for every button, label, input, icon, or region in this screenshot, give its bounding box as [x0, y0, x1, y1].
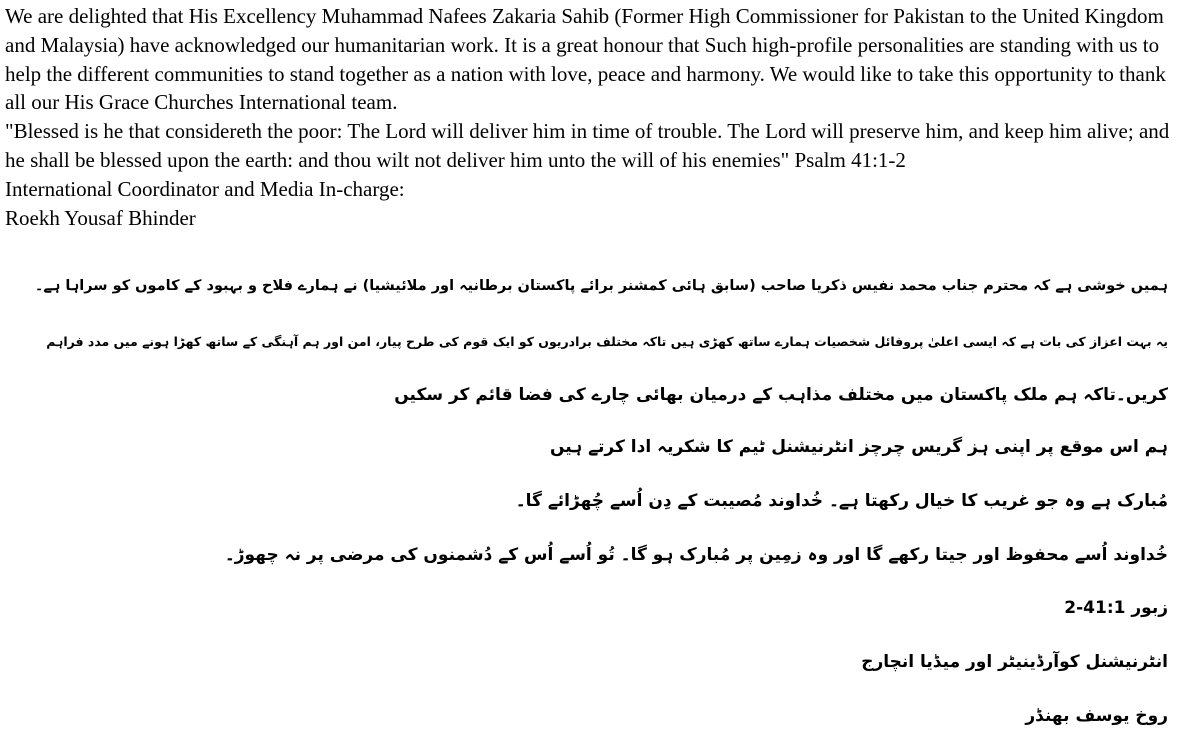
urdu-line-4: ہم اس موقع پر اپنی ہز گریس چرچز انٹرنیشنل ٹیم کا شکریہ ادا کرتے ہیں	[549, 437, 1168, 457]
urdu-line-6: خُداوند اُسے محفوظ اور جیتا رکھے گا اور وہ زمِین پر مُبارک ہو گا۔ تُو اُسے اُس کے دُشمنوں کی مرضی پر نہ چھوڑ۔	[224, 545, 1168, 565]
psalm-quote: "Blessed is he that considereth the poor: The Lord will deliver him in time of trouble. The Lord will preserve him, and keep him alive; and he shall be blessed upon the earth: and thou wilt not deliver him unto the will of his enemies" Psalm 41:1-2	[5, 119, 1170, 172]
role-title: International Coordinator and Media In-charge:	[5, 176, 405, 201]
english-text-block	[5, 2, 1177, 232]
urdu-author-name: روخ یوسف بھنڈر	[1025, 706, 1168, 726]
urdu-line-1: ہمیں خوشی ہے کہ محترم جناب محمد نفیس ذکریا صاحب (سابق ہائی کمشنر برائے پاکستان برطانیہ اور ملائیشیا) نے ہمارے فلاح و بہبود کے کاموں کو سراہا ہے۔	[34, 278, 1168, 294]
urdu-psalm-reference: زبور 41:1-2	[1064, 598, 1168, 618]
urdu-line-3: کریں۔تاکہ ہم ملک پاکستان میں مختلف مذاہب کے درمیان بھائی چارے کی فضا قائم کر سکیں	[394, 385, 1168, 405]
urdu-line-5: مُبارک ہے وہ جو غریب کا خیال رکھتا ہے۔ خُداوند مُصیبت کے دِن اُسے چُھڑائے گا۔	[515, 491, 1168, 511]
urdu-role-title: انٹرنیشنل کوآرڈینیٹر اور میڈیا انچارج	[861, 652, 1168, 672]
author-name: Roekh Yousaf Bhinder	[5, 205, 196, 230]
english-paragraph: We are delighted that His Excellency Muhammad Nafees Zakaria Sahib (Former High Commissioner for Pakistan to the United Kingdom and Malaysia) have acknowledged our humanitarian work. It is a great honour that Such high-profile personalities are standing with us to help the different communities to stand together as a nation with love, peace and harmony. We would like to take this opportunity to thank all our His Grace Churches International team.	[5, 4, 1166, 115]
urdu-line-2: یہ بہت اعزاز کی بات ہے کہ ایسی اعلیٰ پروفائل شخصیات ہمارے ساتھ کھڑی ہیں تاکہ مختلف برادریوں کو ایک قوم کی طرح پیار، امن اور ہم آہنگی کے ساتھ کھڑا ہونے میں مدد فراہم	[46, 334, 1168, 349]
